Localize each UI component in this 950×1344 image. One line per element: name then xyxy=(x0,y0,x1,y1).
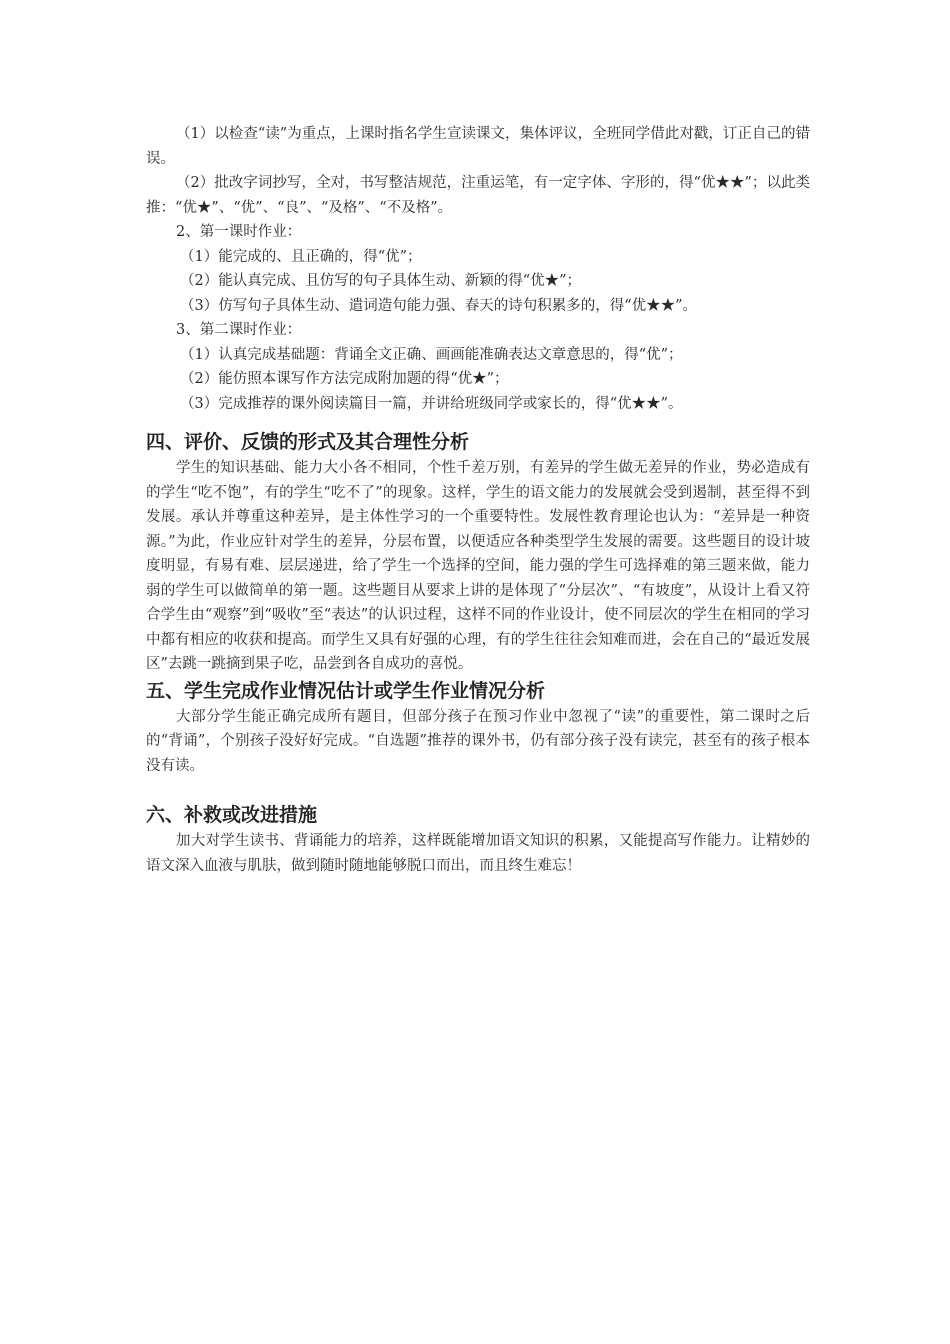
list-item: （2）能认真完成、且仿写的句子具体生动、新颖的得“优★”； xyxy=(180,273,582,289)
list-item: （3）完成推荐的课外阅读篇目一篇，并讲给班级同学或家长的，得“优★★”。 xyxy=(180,395,683,412)
item-first-lesson-title: 2、第一课时作业： xyxy=(176,224,302,240)
item-second-lesson-title: 3、第二课时作业： xyxy=(176,322,302,338)
list-item: （2）能仿照本课写作方法完成附加题的得“优★”； xyxy=(180,371,509,387)
paragraph-improvement-body: 加大对学生读书、背诵能力的培养，这样既能增加语文知识的积累，又能提高写作能力。让精妙的语文深入血液与肌肤，做到随时随地能够脱口而出，而且终生难忘！ xyxy=(146,833,810,874)
paragraph-evaluation-body: 学生的知识基础、能力大小各不相同，个性千差万别，有差异的学生做无差异的作业，势必造成有的学生“吃不饱”，有的学生“吃不了”的现象。这样，学生的语文能力的发展就会受到遏制，甚至得不到发展。承认并尊重这种差异，是主体性学习的一个重要特性。发展性教育理论也认为：“差异是一种资源。”为此，作业应针对学生的差异，分层布置，以便适应各种类型学生发展的需要。这些题目的设计坡度明显，有易有难、层层递进，给了学生一个选择的空间，能力强的学生可选择难的第三题来做，能力弱的学生可以做简单的第一题。这些题目从要求上讲的是体现了“分层次”、“有坡度”，从设计上看又符合学生由“观察”到“吸收”至“表达”的认识过程，这样不同的作业设计，使不同层次的学生在相同的学习中都有相应的收获和提高。而学生又具有好强的心理，有的学生往往会知难而进，会在自己的“最近发展区”去跳一跳摘到果子吃，品尝到各自成功的喜悦。 xyxy=(146,460,810,672)
section-heading-improvement: 六、补救或改进措施 xyxy=(146,804,318,826)
list-item: （1）能完成的、且正确的，得“优”； xyxy=(180,248,422,265)
section-heading-completion: 五、学生完成作业情况估计或学生作业情况分析 xyxy=(146,679,546,702)
document-page xyxy=(146,122,810,878)
paragraph-check-reading: （1）以检查“读”为重点，上课时指名学生宣读课文，集体评议，全班同学借此对戳，订正自己的错误。 xyxy=(146,126,810,167)
list-item: （3）仿写句子具体生动、遣词造句能力强、春天的诗句积累多的，得“优★★”。 xyxy=(180,297,698,314)
section-heading-evaluation: 四、评价、反馈的形式及其合理性分析 xyxy=(146,431,470,453)
paragraph-completion-body: 大部分学生能正确完成所有题目，但部分孩子在预习作业中忽视了“读”的重要性，第二课时之后的“背诵”，个别孩子没好好完成。“自选题”推荐的课外书，仍有部分孩子没有读完，甚至有的孩子根本没有读。 xyxy=(146,708,810,774)
list-item: （1）认真完成基础题：背诵全文正确、画画能准确表达文章意思的，得“优”； xyxy=(180,346,683,363)
paragraph-correct-copying: （2）批改字词抄写，全对，书写整洁规范，注重运笔，有一定字体、字形的，得“优★★”；以此类推：“优★”、“优”、“良”、“及格”、“不及格”。 xyxy=(146,175,810,216)
